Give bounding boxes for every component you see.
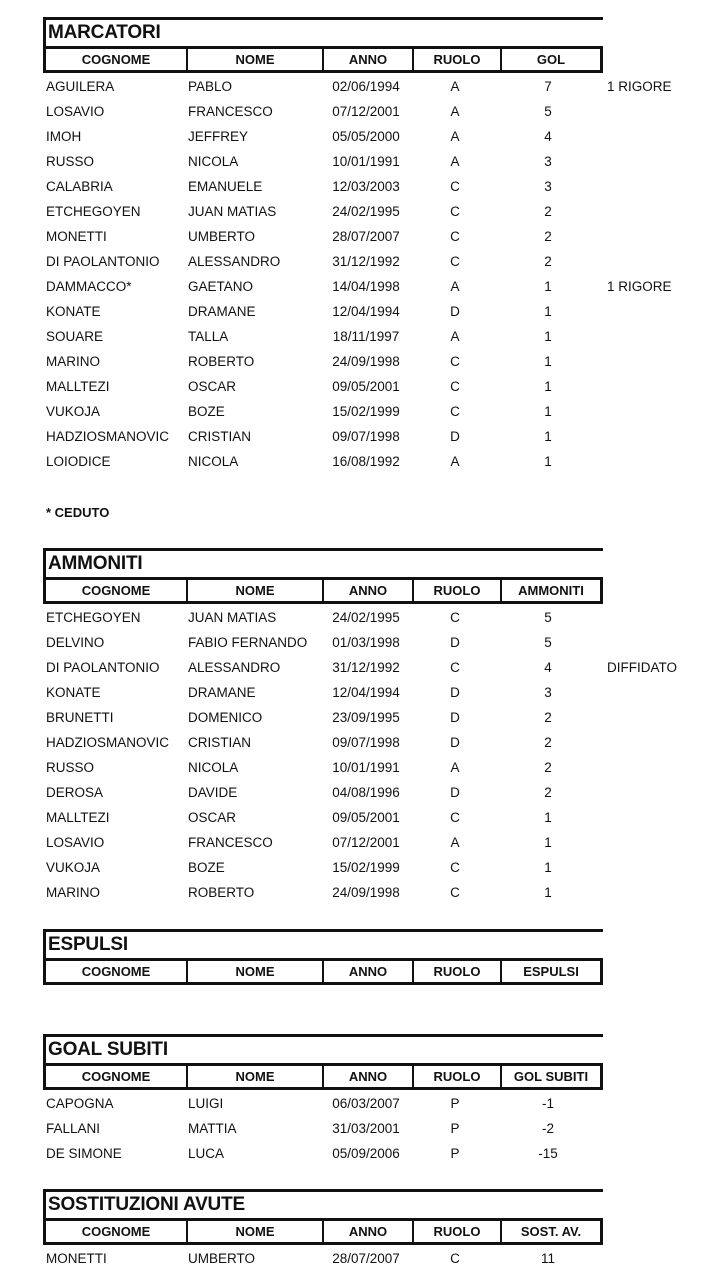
cell-value: 3 xyxy=(544,685,552,700)
cell-nome: NICOLA xyxy=(188,454,239,469)
cell-cognome: RUSSO xyxy=(46,760,95,775)
table-row xyxy=(43,274,672,299)
cell-anno: 09/07/1998 xyxy=(332,735,400,750)
column-header-nome: NOME xyxy=(188,580,324,601)
cell-ruolo: P xyxy=(450,1121,460,1136)
cell-nome: UMBERTO xyxy=(188,229,256,244)
column-header-ruolo: RUOLO xyxy=(414,961,502,982)
cell-anno: 24/09/1998 xyxy=(332,885,400,900)
cell-anno: 09/07/1998 xyxy=(332,429,400,444)
cell-value: 5 xyxy=(544,610,552,625)
cell-anno: 31/12/1992 xyxy=(332,660,400,675)
cell-ruolo: A xyxy=(450,104,460,119)
cell-value: 11 xyxy=(540,1251,555,1266)
cell-anno: 24/02/1995 xyxy=(332,204,400,219)
cell-nome: DRAMANE xyxy=(188,304,256,319)
cell-value: 1 xyxy=(544,304,552,319)
table-row xyxy=(43,199,603,224)
section-title-bar xyxy=(43,548,603,577)
row-note: 1 RIGORE xyxy=(607,279,672,294)
cell-ruolo: D xyxy=(450,785,460,800)
cell-ruolo: P xyxy=(450,1096,460,1111)
cell-ruolo: D xyxy=(450,735,460,750)
column-header-cognome: COGNOME xyxy=(46,49,188,70)
table-row xyxy=(43,1091,603,1116)
cell-nome: DRAMANE xyxy=(188,685,256,700)
table-row xyxy=(43,424,603,449)
cell-cognome: LOSAVIO xyxy=(46,104,105,119)
cell-nome: BOZE xyxy=(188,404,225,419)
cell-cognome: LOSAVIO xyxy=(46,835,105,850)
cell-nome: ROBERTO xyxy=(188,354,255,369)
cell-value: 2 xyxy=(544,735,552,750)
table-row xyxy=(43,1116,603,1141)
cell-anno: 05/05/2000 xyxy=(332,129,400,144)
cell-ruolo: C xyxy=(450,179,460,194)
section-goal-subiti xyxy=(43,1034,603,1166)
column-header-row xyxy=(43,46,603,73)
cell-ruolo: D xyxy=(450,304,460,319)
cell-value: 2 xyxy=(544,204,552,219)
cell-ruolo: C xyxy=(450,610,460,625)
cell-anno: 09/05/2001 xyxy=(332,810,400,825)
cell-cognome: MALLTEZI xyxy=(46,810,110,825)
cell-nome: GAETANO xyxy=(188,279,254,294)
cell-cognome: LOIODICE xyxy=(46,454,111,469)
cell-cognome: MARINO xyxy=(46,885,100,900)
section-title-bar xyxy=(43,929,603,958)
cell-value: 2 xyxy=(544,229,552,244)
cell-anno: 23/09/1995 xyxy=(332,710,400,725)
cell-nome: CRISTIAN xyxy=(188,429,252,444)
cell-cognome: DI PAOLANTONIO xyxy=(46,660,160,675)
cell-cognome: MALLTEZI xyxy=(46,379,110,394)
cell-value: 2 xyxy=(544,254,552,269)
cell-value: 1 xyxy=(544,329,552,344)
cell-value: 4 xyxy=(544,129,552,144)
column-header-value: ESPULSI xyxy=(523,964,579,979)
footnote-ceduto: * CEDUTO xyxy=(46,505,110,520)
section-title-bar xyxy=(43,1189,603,1218)
cell-anno: 07/12/2001 xyxy=(332,835,400,850)
cell-nome: LUCA xyxy=(188,1146,225,1161)
cell-nome: MATTIA xyxy=(188,1121,237,1136)
section-title: MARCATORI xyxy=(48,22,161,43)
cell-anno: 24/09/1998 xyxy=(332,354,400,369)
section-title: ESPULSI xyxy=(48,934,128,955)
cell-cognome: MARINO xyxy=(46,354,100,369)
section-title-bar xyxy=(43,1034,603,1063)
cell-cognome: KONATE xyxy=(46,685,101,700)
cell-ruolo: C xyxy=(450,379,460,394)
cell-value: -1 xyxy=(541,1096,554,1111)
column-header-cognome: COGNOME xyxy=(46,1221,188,1242)
column-header-nome: NOME xyxy=(188,49,324,70)
cell-nome: JEFFREY xyxy=(188,129,249,144)
cell-cognome: ETCHEGOYEN xyxy=(46,204,141,219)
table-row xyxy=(43,174,603,199)
cell-nome: DOMENICO xyxy=(188,710,263,725)
table-row xyxy=(43,755,603,780)
cell-cognome: BRUNETTI xyxy=(46,710,114,725)
section-marcatori xyxy=(43,17,672,474)
cell-ruolo: D xyxy=(450,710,460,725)
cell-nome: LUIGI xyxy=(188,1096,224,1111)
table-row xyxy=(43,805,603,830)
cell-anno: 04/08/1996 xyxy=(332,785,400,800)
table-row xyxy=(43,99,603,124)
column-header-row xyxy=(43,1063,603,1090)
cell-ruolo: C xyxy=(450,204,460,219)
column-header-cognome: COGNOME xyxy=(46,961,188,982)
cell-anno: 02/06/1994 xyxy=(332,79,400,94)
table-row xyxy=(43,374,603,399)
table-row xyxy=(43,830,603,855)
cell-value: 1 xyxy=(544,354,552,369)
cell-value: -15 xyxy=(538,1146,558,1161)
cell-anno: 12/03/2003 xyxy=(332,179,400,194)
column-header-nome: NOME xyxy=(188,1221,324,1242)
cell-anno: 16/08/1992 xyxy=(332,454,400,469)
cell-cognome: FALLANI xyxy=(46,1121,101,1136)
cell-anno: 28/07/2007 xyxy=(332,229,400,244)
cell-anno: 10/01/1991 xyxy=(332,760,400,775)
cell-anno: 31/03/2001 xyxy=(332,1121,400,1136)
table-row xyxy=(43,1246,603,1271)
cell-nome: ROBERTO xyxy=(188,885,255,900)
cell-value: 3 xyxy=(544,154,552,169)
section-title: AMMONITI xyxy=(48,553,143,574)
cell-ruolo: C xyxy=(450,404,460,419)
cell-cognome: IMOH xyxy=(46,129,82,144)
cell-cognome: CAPOGNA xyxy=(46,1096,114,1111)
cell-anno: 09/05/2001 xyxy=(332,379,400,394)
cell-nome: DAVIDE xyxy=(188,785,238,800)
column-header-anno: ANNO xyxy=(324,1221,414,1242)
cell-ruolo: C xyxy=(450,810,460,825)
cell-anno: 14/04/1998 xyxy=(332,279,400,294)
cell-anno: 12/04/1994 xyxy=(332,304,400,319)
cell-nome: OSCAR xyxy=(188,810,237,825)
section-title: GOAL SUBITI xyxy=(48,1039,168,1060)
table-row xyxy=(43,249,603,274)
column-header-anno: ANNO xyxy=(324,1066,414,1087)
table-row xyxy=(43,780,603,805)
cell-value: 4 xyxy=(544,660,552,675)
column-header-nome: NOME xyxy=(188,961,324,982)
table-row xyxy=(43,655,677,680)
column-header-row xyxy=(43,958,603,985)
cell-anno: 07/12/2001 xyxy=(332,104,400,119)
column-header-value: GOL xyxy=(536,52,566,67)
cell-cognome: RUSSO xyxy=(46,154,95,169)
cell-anno: 24/02/1995 xyxy=(332,610,400,625)
cell-value: 1 xyxy=(544,404,552,419)
row-note: DIFFIDATO xyxy=(607,660,677,675)
cell-anno: 15/02/1999 xyxy=(332,404,400,419)
cell-nome: TALLA xyxy=(188,329,229,344)
cell-value: 2 xyxy=(544,785,552,800)
table-body xyxy=(43,1091,603,1166)
cell-anno: 18/11/1997 xyxy=(332,329,400,344)
cell-ruolo: P xyxy=(450,1146,460,1161)
table-row xyxy=(43,680,603,705)
cell-ruolo: D xyxy=(450,429,460,444)
column-header-anno: ANNO xyxy=(324,961,414,982)
cell-cognome: DAMMACCO* xyxy=(46,279,132,294)
cell-cognome: HADZIOSMANOVIC xyxy=(46,735,170,750)
cell-ruolo: D xyxy=(450,635,460,650)
cell-cognome: AGUILERA xyxy=(46,79,115,94)
cell-ruolo: A xyxy=(450,329,460,344)
cell-ruolo: C xyxy=(450,354,460,369)
table-row xyxy=(43,1141,603,1166)
column-header-value: GOL SUBITI xyxy=(513,1069,589,1084)
cell-cognome: VUKOJA xyxy=(46,860,101,875)
table-row xyxy=(43,224,603,249)
table-row xyxy=(43,605,603,630)
table-row xyxy=(43,399,603,424)
cell-anno: 15/02/1999 xyxy=(332,860,400,875)
section-title-bar xyxy=(43,17,603,46)
table-row xyxy=(43,880,603,905)
table-row xyxy=(43,74,672,99)
column-header-cognome: COGNOME xyxy=(46,1066,188,1087)
cell-value: 1 xyxy=(544,860,552,875)
table-row xyxy=(43,299,603,324)
cell-nome: NICOLA xyxy=(188,760,239,775)
cell-ruolo: C xyxy=(450,660,460,675)
table-row xyxy=(43,630,603,655)
cell-value: -2 xyxy=(541,1121,554,1136)
cell-ruolo: C xyxy=(450,229,460,244)
cell-ruolo: D xyxy=(450,685,460,700)
cell-value: 5 xyxy=(544,635,552,650)
column-header-ruolo: RUOLO xyxy=(414,580,502,601)
cell-value: 1 xyxy=(544,835,552,850)
table-row xyxy=(43,324,603,349)
table-row xyxy=(43,149,603,174)
cell-nome: BOZE xyxy=(188,860,225,875)
cell-nome: FRANCESCO xyxy=(188,104,273,119)
cell-ruolo: A xyxy=(450,279,460,294)
column-header-row xyxy=(43,1218,603,1245)
cell-cognome: MONETTI xyxy=(46,229,107,244)
column-header-value: AMMONITI xyxy=(518,583,584,598)
cell-ruolo: A xyxy=(450,454,460,469)
cell-ruolo: A xyxy=(450,154,460,169)
cell-cognome: VUKOJA xyxy=(46,404,101,419)
table-row xyxy=(43,705,603,730)
column-header-row xyxy=(43,577,603,604)
cell-anno: 12/04/1994 xyxy=(332,685,400,700)
cell-cognome: DEROSA xyxy=(46,785,104,800)
column-header-anno: ANNO xyxy=(324,49,414,70)
cell-ruolo: A xyxy=(450,760,460,775)
cell-value: 1 xyxy=(544,279,552,294)
cell-ruolo: C xyxy=(450,885,460,900)
cell-value: 1 xyxy=(544,810,552,825)
column-header-value: SOST. AV. xyxy=(520,1224,582,1239)
cell-nome: NICOLA xyxy=(188,154,239,169)
section-sostituzioni-avute xyxy=(43,1189,603,1271)
cell-cognome: HADZIOSMANOVIC xyxy=(46,429,170,444)
cell-nome: OSCAR xyxy=(188,379,237,394)
cell-ruolo: C xyxy=(450,1251,460,1266)
cell-ruolo: A xyxy=(450,835,460,850)
cell-cognome: DE SIMONE xyxy=(46,1146,122,1161)
table-row xyxy=(43,349,603,374)
cell-nome: FRANCESCO xyxy=(188,835,273,850)
cell-value: 5 xyxy=(544,104,552,119)
cell-nome: JUAN MATIAS xyxy=(188,204,277,219)
column-header-anno: ANNO xyxy=(324,580,414,601)
cell-cognome: DELVINO xyxy=(46,635,105,650)
cell-cognome: KONATE xyxy=(46,304,101,319)
column-header-ruolo: RUOLO xyxy=(414,1066,502,1087)
table-body xyxy=(43,1246,603,1271)
column-header-ruolo: RUOLO xyxy=(414,1221,502,1242)
cell-value: 1 xyxy=(544,429,552,444)
cell-ruolo: A xyxy=(450,79,460,94)
cell-value: 3 xyxy=(544,179,552,194)
cell-value: 1 xyxy=(544,454,552,469)
cell-anno: 05/09/2006 xyxy=(332,1146,400,1161)
table-row xyxy=(43,730,603,755)
section-title: SOSTITUZIONI AVUTE xyxy=(48,1194,245,1215)
row-note: 1 RIGORE xyxy=(607,79,672,94)
cell-value: 1 xyxy=(544,885,552,900)
cell-anno: 31/12/1992 xyxy=(332,254,400,269)
cell-nome: ALESSANDRO xyxy=(188,254,281,269)
column-header-ruolo: RUOLO xyxy=(414,49,502,70)
cell-nome: CRISTIAN xyxy=(188,735,252,750)
cell-cognome: DI PAOLANTONIO xyxy=(46,254,160,269)
cell-ruolo: A xyxy=(450,129,460,144)
column-header-nome: NOME xyxy=(188,1066,324,1087)
cell-ruolo: C xyxy=(450,254,460,269)
table-row xyxy=(43,855,603,880)
cell-anno: 28/07/2007 xyxy=(332,1251,400,1266)
cell-anno: 01/03/1998 xyxy=(332,635,400,650)
table-body xyxy=(43,605,677,905)
cell-cognome: MONETTI xyxy=(46,1251,107,1266)
section-espulsi xyxy=(43,929,603,986)
cell-nome: EMANUELE xyxy=(188,179,263,194)
cell-nome: PABLO xyxy=(188,79,233,94)
cell-value: 1 xyxy=(544,379,552,394)
cell-value: 2 xyxy=(544,760,552,775)
cell-value: 2 xyxy=(544,710,552,725)
table-row xyxy=(43,124,603,149)
cell-anno: 10/01/1991 xyxy=(332,154,400,169)
cell-cognome: CALABRIA xyxy=(46,179,113,194)
cell-value: 7 xyxy=(544,79,552,94)
cell-nome: JUAN MATIAS xyxy=(188,610,277,625)
cell-ruolo: C xyxy=(450,860,460,875)
cell-nome: ALESSANDRO xyxy=(188,660,281,675)
cell-nome: FABIO FERNANDO xyxy=(188,635,308,650)
cell-cognome: ETCHEGOYEN xyxy=(46,610,141,625)
cell-nome: UMBERTO xyxy=(188,1251,256,1266)
table-row xyxy=(43,449,603,474)
section-ammoniti xyxy=(43,548,677,905)
table-body xyxy=(43,74,672,474)
cell-anno: 06/03/2007 xyxy=(332,1096,400,1111)
cell-cognome: SOUARE xyxy=(46,329,104,344)
column-header-cognome: COGNOME xyxy=(46,580,188,601)
